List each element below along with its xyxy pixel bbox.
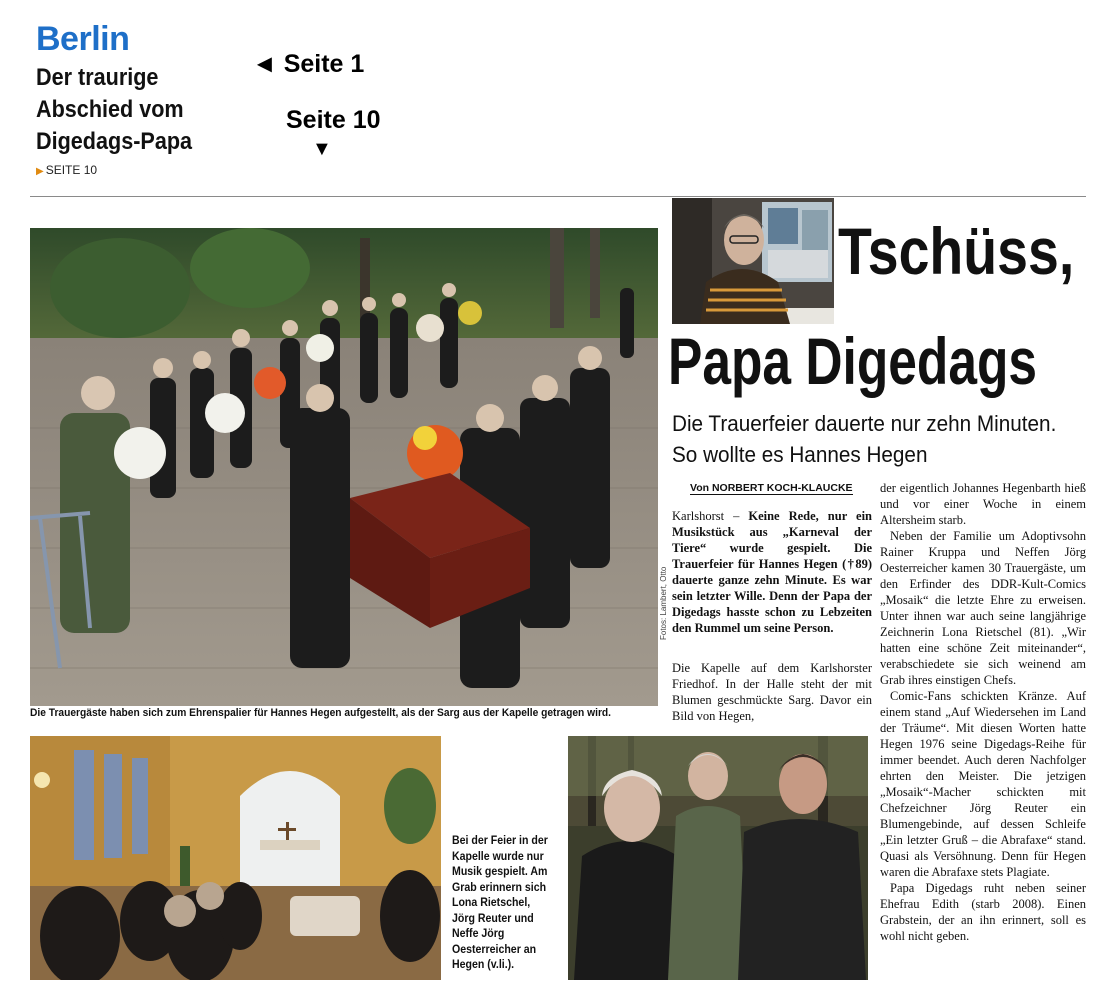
article-paragraph: Neben der Familie um Adoptivsohn Rainer Kruppa und Neffen Jörg Oesterreicher kamen 30 Trauergäste, um den Erfinder des DDR-Kult-Comics „Mosaik“ die letzte Ehre zu erweisen. Unter ihnen war auch seine langjährige Zeichnerin Lona Rietschel (81). „Wir hatten eine schöne Zeit miteinander“, verabschiedete sie sich weinend am Grab ihres einstigen Chefs. bbox=[880, 529, 1086, 687]
article-paragraph: Die Kapelle auf dem Karlshorster Friedhof. In der Halle steht der mit Blumen geschmückte Sarg. Davor ein Bild von Hegen, bbox=[672, 661, 872, 723]
main-photo bbox=[30, 228, 658, 706]
lead-place: Karlshorst – bbox=[672, 509, 740, 523]
divider bbox=[30, 196, 1086, 197]
photo-credit: Fotos: Lambert, Otto bbox=[659, 566, 668, 640]
grave-photo bbox=[568, 736, 868, 980]
article-column-2 bbox=[880, 480, 1086, 944]
section-label: Berlin bbox=[36, 20, 130, 58]
article-subhead: Die Trauerfeier dauerte nur zehn Minuten. So wollte es Hannes Hegen bbox=[672, 411, 1057, 467]
teaser-line: Abschied vom bbox=[36, 96, 184, 123]
chapel-photo bbox=[30, 736, 441, 980]
teaser-headline bbox=[36, 62, 216, 158]
article-headline-line-1: Tschüss, bbox=[838, 214, 1075, 288]
article-paragraph: Comic-Fans schickten Kränze. Auf einem stand „Auf Wiedersehen im Land der Träume“. Mit diesen Worten hatte Hegen 1976 seine Digedags-Reihe für immer beendet. Auch deren Nachfolger ehrten den Meister. Die jetzigen „Mosaik“-Macher schickten mit Chefzeichner Jörg Reuter ein Blumengebinde, auf dessen Schleife „Ein letzter Gruß – die Abrafaxe“ stand. Quasi als Versöhnung. Denn für Hegen waren die Abrafaxe stets Plagiate. bbox=[880, 689, 1086, 879]
chapel-photo-caption: Bei der Feier in der Kapelle wurde nur Musik gespielt. Am Grab erinnern sich Lona Rietschel, Jörg Reuter und Neffe Jörg Oesterreicher an Hegen (v.li.). bbox=[452, 835, 548, 971]
annotation-page-1: ◄ Seite 1 bbox=[252, 50, 365, 78]
article-paragraph: Papa Digedags ruht neben seiner Ehefrau Edith (starb 2008). Einen Grabstein, der an ihn erinnert, soll es wohl nicht geben. bbox=[880, 881, 1086, 943]
article-paragraph: der eigentlich Johannes Hegenbarth hieß und vor einer Woche in einem Altersheim starb. bbox=[880, 481, 1086, 527]
portrait-photo bbox=[672, 198, 834, 324]
teaser-line: Der traurige bbox=[36, 64, 159, 91]
article-headline-line-2: Papa Digedags bbox=[668, 324, 1038, 398]
teaser-line: Digedags-Papa bbox=[36, 128, 193, 155]
page-reference-label: SEITE 10 bbox=[45, 163, 98, 177]
main-photo-caption: Die Trauergäste haben sich zum Ehrenspalier für Hannes Hegen aufgestellt, als der Sarg aus der Kapelle getragen wird. bbox=[30, 707, 612, 719]
article-lead bbox=[672, 508, 872, 636]
page-reference bbox=[36, 163, 97, 177]
triangle-icon: ▶ bbox=[36, 166, 44, 177]
lead-text: Keine Rede, nur ein Musikstück aus „Karneval der Tiere“ wurde gespielt. Die Trauerfeier für Hannes Hegen (†89) dauerte ganze zehn Minute. Es war sein letzter Wille. Denn der Papa der Digedags hasste schon zu Lebzeiten den Rummel um seine Person. bbox=[672, 509, 873, 635]
annotation-page-10: Seite 10 bbox=[286, 106, 381, 134]
byline: Von NORBERT KOCH-KLAUCKE bbox=[690, 482, 853, 494]
arrow-down-icon: ▼ bbox=[312, 138, 332, 160]
